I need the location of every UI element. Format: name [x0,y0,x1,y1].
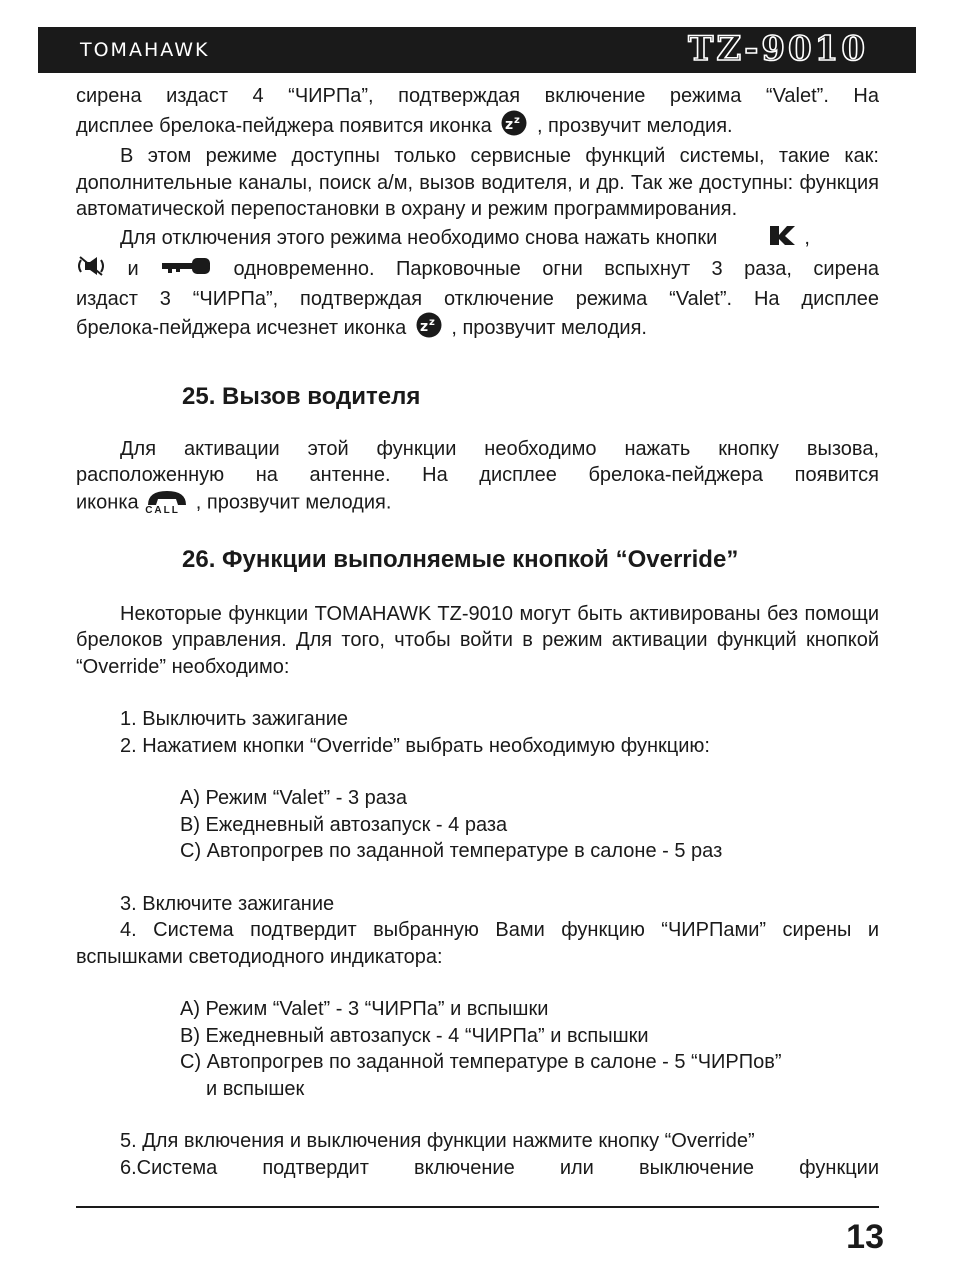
valet-p3-comma: , [804,226,810,249]
valet-p2: В этом режиме доступны только сервисные функций системы, такие как: дополнительные каналы, поиск а/м, вызов водителя, и др. Так же доступны: функция автоматической перепостановки в охрану и режим программирования. [76,145,879,220]
section-25-line2: расположенную на антенне. На дисплее брелока-пейджера появится [76,464,879,486]
confirm-c-cont: и вспышек [206,1077,305,1100]
valet-p1-line2 [76,110,879,144]
section-25-title: 25. Вызов водителя [182,382,421,410]
valet-p3-line2 [76,254,879,286]
valet-p1-text-b: , прозвучит мелодия. [536,114,733,137]
page-content [76,83,879,1181]
key-icon [160,255,212,285]
section-26-intro: Некоторые функции TOMAHAWK TZ-9010 могут быть активированы без помощи брелоков управления. Для того, чтобы войти в режим активации функций кнопкой “Override” необходимо: [76,602,879,678]
confirm-c: C) Автопрогрев по заданной температуре в салоне - 5 “ЧИРПов” [180,1051,782,1073]
sleep-zz-icon [412,312,446,346]
model-name: TZ-9010 [688,29,868,69]
step-2: 2. Нажатием кнопки “Override” выбрать необходимую функцию: [120,734,710,757]
valet-p3-line3: издаст 3 “ЧИРПа”, подтверждая отключение режима “Valet”. На дисплее [76,287,879,310]
option-b: B) Ежедневный автозапуск - 4 раза [180,813,508,836]
section-25-line3 [76,489,879,517]
section-26-title: 26. Функции выполняемые кнопкой “Override” [182,545,739,573]
valet-p1-text-a: дисплее брелока-пейджера появится иконка [76,114,492,137]
valet-p3-line4 [76,312,879,346]
call-phone-icon [144,489,190,517]
car-door-icon [723,223,799,255]
step-3: 3. Включите зажигание [120,892,335,915]
confirm-b: B) Ежедневный автозапуск - 4 “ЧИРПа” и вспышки [180,1024,649,1047]
confirm-a: A) Режим “Valet” - 3 “ЧИРПа” и вспышки [180,998,549,1020]
svg-text:z: z [505,116,514,133]
sleep-zz-icon [497,110,531,144]
svg-text:z: z [419,319,428,335]
step-4: 4. Система подтвердит выбранную Вами функцию “ЧИРПами” сирены и вспышками светодиодного индикатора: [76,919,879,968]
call-label: CALL [145,504,180,516]
step-1: 1. Выключить зажигание [120,708,349,730]
footer-divider [76,1206,879,1208]
section-25-line1: Для активации этой функции необходимо нажать кнопку вызова, [120,437,879,460]
valet-p1-line1: сирена издаст 4 “ЧИРПа”, подтверждая включение режима “Valet”. На [76,85,879,107]
valet-p3-text-4: , прозвучит мелодия. [451,317,647,340]
speaker-mute-icon [76,254,106,286]
option-a: A) Режим “Valet” - 3 раза [180,787,407,809]
page-number: 13 [846,1218,884,1256]
brand-name: TOMAHAWK [80,39,210,61]
valet-p3-text-2: одновременно. Парковочные огни вспыхнут 3 раза, сирена [233,258,880,281]
section-25-text-b: , прозвучит мелодия. [195,490,392,513]
valet-p3-and: и [127,258,139,281]
section-25-text-a: иконка [76,490,139,513]
page-header [38,27,916,73]
svg-text:z: z [514,114,521,126]
step-6: 6.Система подтвердит включение или выключение функции [120,1156,879,1179]
valet-p3-text-1: Для отключения этого режима необходимо снова нажать кнопки [120,226,718,249]
option-c: C) Автопрогрев по заданной температуре в салоне - 5 раз [180,840,723,862]
valet-p3-text-3: брелока-пейджера исчезнет иконка [76,317,407,340]
step-5: 5. Для включения и выключения функции нажмите кнопку “Override” [120,1130,755,1152]
svg-text:z: z [428,317,435,328]
valet-p3-line1 [76,223,879,255]
